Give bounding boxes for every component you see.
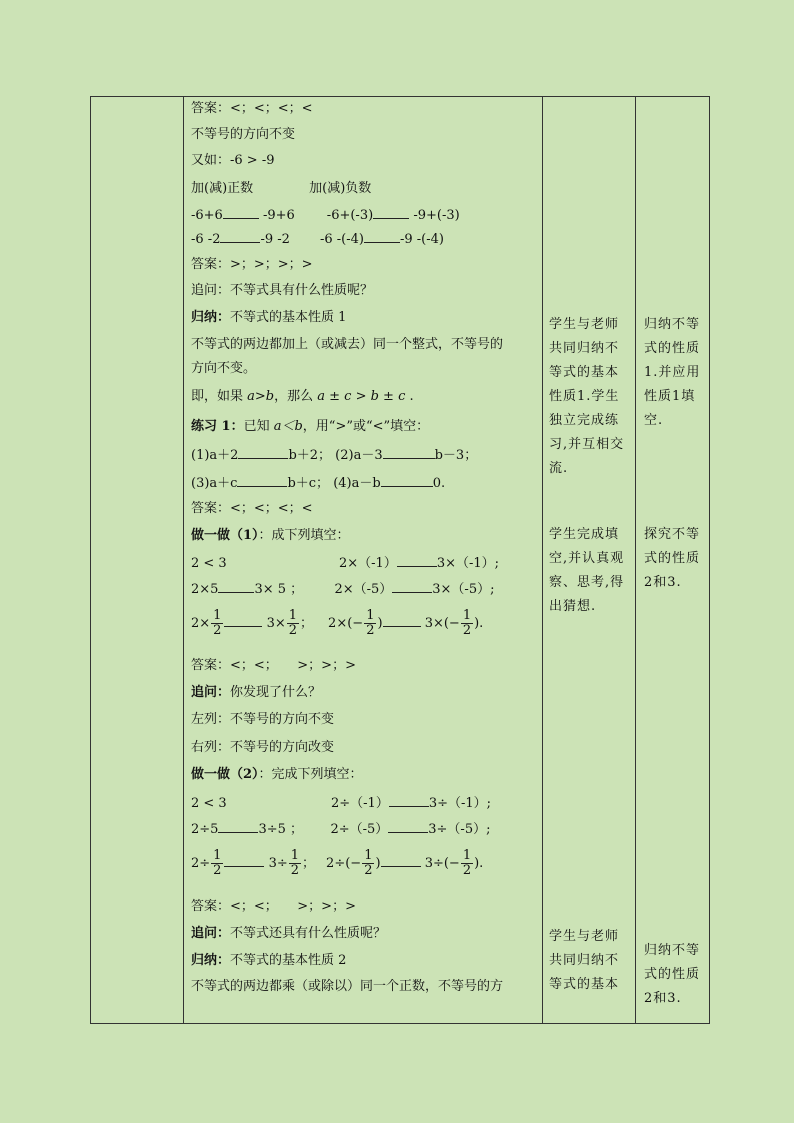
text-line: 不等式的两边都乘（或除以）同一个正数，不等号的方: [191, 979, 504, 994]
exercise-label: 练习 1：: [191, 419, 244, 434]
numerator: 1: [366, 608, 375, 623]
numerator: 1: [290, 848, 300, 863]
text-line: [191, 389, 414, 405]
fraction: [289, 849, 301, 878]
answer-blank[interactable]: [224, 855, 264, 867]
expr: b＋c；: [287, 476, 330, 491]
fraction: [364, 609, 376, 638]
expr: 2×5: [191, 582, 219, 597]
exercise-line: [191, 231, 444, 248]
exercise-title: [191, 419, 429, 435]
activity-label: 做一做（1）: [191, 528, 259, 543]
design-intent-1: 归纳不等式的性质1.并应用性质1填空.: [644, 317, 701, 428]
expr: ): [377, 616, 383, 631]
answer-line: 答案：<；<； >；>；>: [191, 899, 356, 914]
summary-text: 不等式的基本性质 2: [230, 953, 347, 968]
expr: -6+6: [191, 208, 223, 223]
text: ，那么: [274, 389, 318, 404]
label-add-negative: 加(减)负数: [309, 181, 372, 196]
denominator: 2: [364, 863, 373, 878]
denominator: 2: [462, 863, 472, 878]
expr: 0.: [432, 476, 446, 491]
summary-label: 归纳：: [191, 310, 231, 325]
expr: 2 < 3: [191, 556, 227, 571]
design-intent-3: 归纳不等式的性质2和3.: [644, 943, 701, 1006]
exercise-line: [191, 207, 460, 224]
math: a＜b: [273, 419, 303, 434]
denominator: 2: [213, 623, 222, 638]
expr: (4)a－b: [333, 476, 381, 491]
answer-blank[interactable]: [388, 821, 428, 833]
expr: 3×（-1）;: [436, 556, 500, 571]
denominator: 2: [462, 623, 472, 638]
answer-blank[interactable]: [224, 615, 262, 627]
activity-title: [191, 528, 350, 544]
text: ，用“>”或“<”填空：: [302, 419, 430, 434]
numerator: 1: [364, 848, 373, 863]
answer-blank[interactable]: [383, 447, 435, 459]
summary-text: 不等式的基本性质 1: [230, 310, 347, 325]
answer-blank[interactable]: [364, 231, 400, 243]
question-line: 追问：不等式具有什么性质呢？: [191, 283, 374, 298]
expr: 3× 5 ；: [254, 582, 304, 597]
text: 即，如果: [191, 389, 248, 404]
expr: 2÷（-1）: [331, 796, 389, 811]
expr: b＋2；: [288, 448, 332, 463]
numerator: 1: [213, 848, 222, 863]
exercise-line: [191, 581, 494, 598]
expr: ): [375, 856, 381, 871]
expr: -9 -2: [260, 232, 290, 247]
text-line: 不等式的两边都加上（或减去）同一个整式，不等号的: [191, 337, 504, 352]
fraction-line: [191, 609, 483, 638]
expr: -6+(-3): [326, 208, 374, 223]
denominator: 2: [290, 863, 300, 878]
answer-blank[interactable]: [397, 555, 437, 567]
fraction: [287, 609, 299, 638]
expr: 3÷（-5）;: [428, 822, 491, 837]
text-line: [191, 181, 371, 197]
text: 不等式还具有什么性质呢？: [230, 926, 387, 941]
denominator: 2: [213, 863, 222, 878]
expr: -6 -2: [191, 232, 221, 247]
fraction: [211, 609, 223, 638]
summary-line: [191, 953, 346, 969]
student-activity-2: 学生完成填空,并认真观察、思考,得出猜想.: [549, 527, 625, 614]
exercise-line: [191, 555, 499, 572]
text: 已知: [243, 419, 274, 434]
exercise-line: [191, 447, 477, 464]
exercise-line: [191, 475, 445, 492]
question-line: [191, 926, 386, 942]
exercise-line: [191, 821, 490, 838]
student-activity-1: 学生与老师共同归纳不等式的基本性质1.学生独立完成练习,并互相交流.: [549, 317, 625, 476]
answer-blank[interactable]: [220, 231, 260, 243]
answer-line: 答案：<；<； >；>；>: [191, 658, 356, 673]
text: ：完成下列填空：: [258, 767, 363, 782]
expr: 2×（-1）: [339, 556, 397, 571]
answer-blank[interactable]: [392, 581, 432, 593]
activity-title: [191, 767, 363, 783]
text-line: 右列：不等号的方向改变: [191, 740, 335, 755]
expr: 2×: [191, 616, 211, 631]
text-line: 左列：不等号的方向不变: [191, 712, 335, 727]
fraction: [461, 849, 473, 878]
text-line: 又如：-6 > -9: [191, 153, 275, 168]
expr: -6 -(-4): [319, 232, 364, 247]
activity-label: 做一做（2）: [191, 767, 259, 782]
answer-blank[interactable]: [218, 581, 254, 593]
column-divider: [542, 97, 543, 1023]
expr: 2÷5: [191, 822, 219, 837]
text-line: 方向不变。: [191, 361, 257, 376]
student-activity-3: 学生与老师共同归纳不等式的基本: [549, 929, 620, 992]
question-line: [191, 685, 321, 701]
column-divider: [635, 97, 636, 1023]
summary-label: 归纳：: [191, 953, 231, 968]
expr: ；: [302, 856, 316, 871]
expr: 3÷(−: [424, 856, 460, 871]
answer-blank[interactable]: [223, 207, 259, 219]
text: .: [405, 389, 414, 404]
expr: b－3；: [434, 448, 478, 463]
question-label: 追问：: [191, 685, 231, 700]
summary-line: [191, 310, 346, 326]
expr: (1)a＋2: [191, 448, 239, 463]
expr: (2)a－3: [335, 448, 383, 463]
exercise-line: [191, 795, 491, 812]
expr: 3÷5 ；: [258, 822, 304, 837]
label-add-positive: 加(减)正数: [191, 181, 254, 196]
math: a ± c > b ± c: [317, 389, 406, 404]
denominator: 2: [366, 623, 375, 638]
expr: 2×(−: [328, 616, 364, 631]
answer-line: 答案：>；>；>；>: [191, 257, 313, 272]
answer-line: 答案：<；<；<；<: [191, 501, 313, 516]
answer-blank[interactable]: [381, 855, 421, 867]
expr: 3÷: [268, 856, 288, 871]
answer-blank[interactable]: [389, 795, 429, 807]
expr: 2÷: [191, 856, 211, 871]
lesson-table: [90, 96, 710, 1024]
answer-blank[interactable]: [373, 207, 409, 219]
denominator: 2: [288, 623, 298, 638]
numerator: 1: [462, 608, 472, 623]
expr: 3×(−: [424, 616, 460, 631]
expr: 3×（-5）;: [432, 582, 495, 597]
expr: ).: [474, 616, 484, 631]
text: 你发现了什么？: [230, 685, 322, 700]
expr: (3)a＋c: [191, 476, 238, 491]
expr: 2÷(−: [326, 856, 362, 871]
answer-line: 答案：<；<；<；<: [191, 101, 313, 116]
answer-blank[interactable]: [218, 821, 258, 833]
expr: 2÷（-5）: [330, 822, 389, 837]
text: ：成下列填空：: [258, 528, 350, 543]
expr: 3÷（-1）;: [428, 796, 492, 811]
fraction: [211, 849, 223, 878]
fraction: [362, 849, 374, 878]
expr: -9 -(-4): [399, 232, 444, 247]
answer-blank[interactable]: [238, 447, 288, 459]
expr: ).: [474, 856, 484, 871]
answer-blank[interactable]: [383, 615, 421, 627]
math: a>b: [247, 389, 275, 404]
numerator: 1: [213, 608, 222, 623]
expr: ；: [300, 616, 314, 631]
fraction: [461, 609, 473, 638]
answer-blank[interactable]: [381, 475, 433, 487]
text-line: 不等号的方向不变: [191, 127, 296, 142]
question-label: 追问：: [191, 926, 231, 941]
fraction-line: [191, 849, 483, 878]
numerator: 1: [288, 608, 298, 623]
expr: -9+(-3): [413, 208, 460, 223]
expr: 2 < 3: [191, 796, 227, 811]
expr: -9+6: [262, 208, 295, 223]
numerator: 1: [462, 848, 472, 863]
expr: 2×（-5）: [334, 582, 393, 597]
column-divider: [183, 97, 184, 1023]
expr: 3×: [266, 616, 286, 631]
answer-blank[interactable]: [237, 475, 287, 487]
design-intent-2: 探究不等式的性质2和3.: [644, 527, 701, 590]
